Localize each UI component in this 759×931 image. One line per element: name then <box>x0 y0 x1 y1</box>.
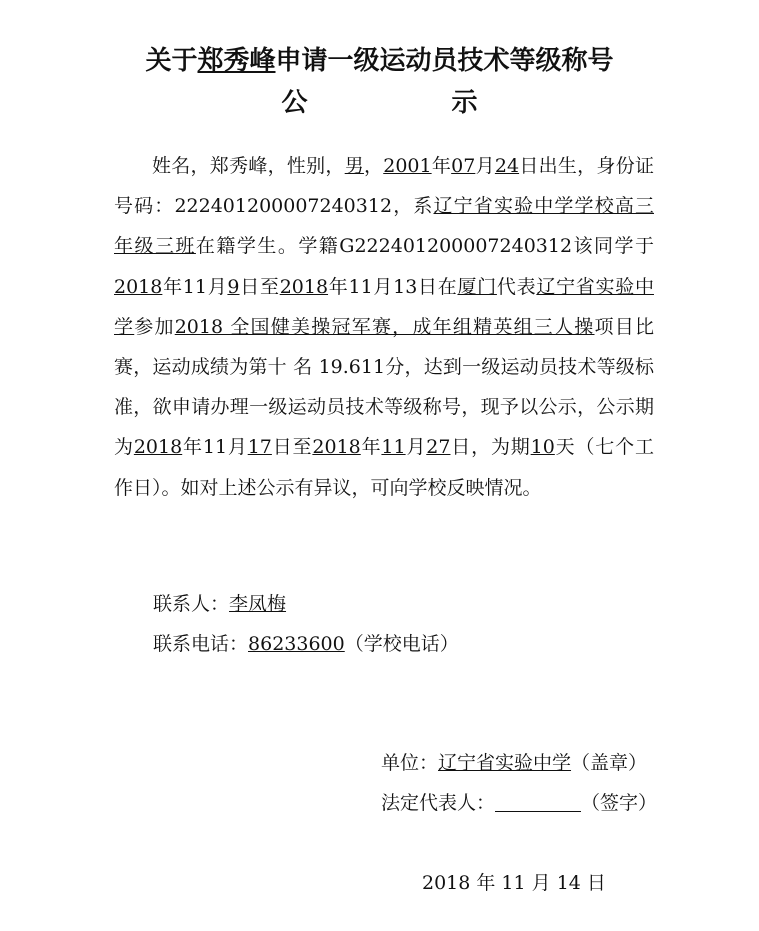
body-text: 年11月 <box>162 275 228 298</box>
event-location: 厦门 <box>457 275 497 298</box>
notice-end-day: 27 <box>426 436 451 459</box>
event-start-day: 9 <box>227 275 240 298</box>
representative-label: 法定代表人： <box>381 792 496 814</box>
notice-date: 2018 年 11 月 14 日 <box>422 872 606 894</box>
event-end-year: 2018 <box>279 275 329 298</box>
notice-start-year: 2018 <box>133 436 183 459</box>
signature-blank <box>495 793 581 812</box>
body-text: 代表 <box>496 275 537 298</box>
body-text: 在籍学生。学籍G222401200007240312该同学于 <box>195 235 654 258</box>
notice-paragraph <box>114 146 654 508</box>
unit-name: 辽宁省实验中学 <box>438 752 572 774</box>
body-text: 年11月 <box>182 436 248 459</box>
representative-sign-note: （签字） <box>581 792 658 814</box>
title-suffix: 申请一级运动员技术等级称号 <box>275 46 614 76</box>
subtitle-char-1: 公 <box>281 88 308 118</box>
notice-end-month: 11 <box>381 436 406 459</box>
unit-line <box>381 748 647 775</box>
body-text: ， <box>363 155 384 177</box>
birth-day: 24 <box>494 155 520 177</box>
title-name: 郑秀峰 <box>197 46 276 76</box>
body-text: 姓名，郑秀峰，性别， <box>152 155 345 177</box>
notice-end-year: 2018 <box>312 436 361 459</box>
unit-seal-note: （盖章） <box>571 752 648 774</box>
body-text: 月 <box>405 436 427 459</box>
birth-month: 07 <box>451 155 476 177</box>
contact-person <box>153 589 286 616</box>
school-class: 辽宁省实验中学学校高三年级三班 <box>114 195 654 258</box>
body-text: 天（七个工作日）。如对上述公示有异议，可向学校反映情况。 <box>114 436 654 499</box>
notice-start-day: 17 <box>247 436 272 459</box>
unit-label: 单位： <box>381 752 439 774</box>
body-text: 年 <box>360 436 382 459</box>
contact-phone-label: 联系电话： <box>153 633 249 655</box>
competition-name: 2018 全国健美操冠军赛，成年组精英组三人操 <box>174 315 595 338</box>
contact-phone <box>153 629 459 656</box>
body-text: 月 <box>475 155 495 177</box>
school-name: 辽宁省实验中学 <box>114 275 654 338</box>
contact-phone-number: 86233600 <box>248 633 345 655</box>
contact-phone-note: （学校电话） <box>344 633 459 655</box>
body-text: 日，为期 <box>450 436 531 459</box>
contact-person-name: 李凤梅 <box>229 593 287 615</box>
contact-person-label: 联系人： <box>153 593 230 615</box>
representative-line <box>381 788 657 815</box>
title-prefix: 关于 <box>145 46 198 76</box>
gender-value: 男 <box>344 155 364 177</box>
body-text: 日至 <box>271 436 313 459</box>
notice-body <box>114 146 654 508</box>
subtitle-char-2: 示 <box>451 88 478 118</box>
event-start-year: 2018 <box>114 275 163 298</box>
body-text: 项目比赛，运动成绩为第十 名 19.611分，达到一级运动员技术等级标准，欲申请办理一级运动员技术等级称号，现予以公示，公示期为 <box>114 315 654 459</box>
page-title <box>0 40 759 77</box>
body-text: 参加 <box>134 315 175 338</box>
body-text: 日至 <box>239 275 280 298</box>
body-text: 年11月13日在 <box>328 275 458 298</box>
notice-days: 10 <box>530 436 555 459</box>
birth-year: 2001 <box>383 155 432 177</box>
page-subtitle <box>0 82 759 119</box>
body-text: 年 <box>431 155 452 177</box>
body-text: 日出生，身份证号码：222401200007240312，系 <box>114 155 654 218</box>
